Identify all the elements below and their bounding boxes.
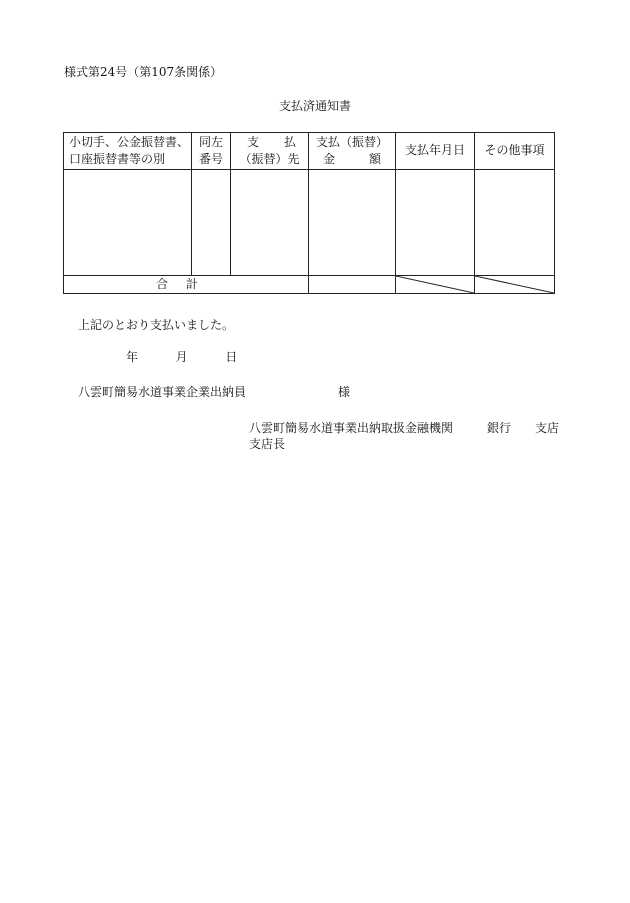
cell-other-matters (475, 170, 555, 276)
header-payee (231, 133, 309, 170)
cell-total-other-void (475, 276, 555, 294)
payment-table (63, 132, 555, 294)
header-number (192, 133, 231, 170)
header-amount-char1: 金 (323, 152, 336, 166)
header-number-line1: 同左 (198, 134, 223, 149)
date-month-label: 月 (175, 350, 188, 364)
cell-instrument-type (64, 170, 192, 276)
branch-manager-label: 支店長 (249, 437, 286, 451)
bank-suffix: 銀行 (487, 421, 512, 435)
header-instrument-type-line2: 口座振替書等の別 (69, 152, 166, 166)
table-total-row (64, 276, 555, 294)
header-instrument-type-line1: 小切手、公金振替書、 (69, 134, 190, 149)
cell-total-amount (309, 276, 396, 294)
bank-line (249, 420, 560, 436)
cell-payment-date (396, 170, 475, 276)
document-title: 支払済通知書 (278, 99, 351, 113)
date-year-label: 年 (126, 350, 139, 364)
header-number-line2: 番号 (198, 152, 223, 166)
date-line (126, 349, 237, 365)
header-payee-char1: 支 (247, 134, 260, 149)
cell-amount (309, 170, 396, 276)
table-body-row (64, 170, 555, 276)
header-other-matters: その他事項 (475, 133, 555, 170)
diagonal-line (396, 276, 474, 293)
date-day-label: 日 (225, 350, 238, 364)
header-payment-date: 支払年月日 (396, 133, 475, 170)
branch-suffix: 支店 (535, 421, 560, 435)
header-payee-char2: 払 (283, 134, 296, 149)
cell-number (192, 170, 231, 276)
form-number: 様式第24号（第107条関係） (64, 65, 223, 79)
header-payee-line2: （振替）先 (239, 152, 300, 166)
addressee-name: 八雲町簡易水道事業企業出納員 (78, 385, 247, 399)
addressee-line (78, 384, 351, 400)
bank-institution-label: 八雲町簡易水道事業出納取扱金融機関 (249, 421, 454, 435)
addressee-honorific: 様 (338, 385, 351, 399)
diagonal-line (475, 276, 554, 293)
closing-statement: 上記のとおり支払いました。 (78, 318, 235, 332)
header-amount (309, 133, 396, 170)
header-amount-char2: 額 (368, 152, 381, 166)
header-amount-line1: 支払（振替） (315, 134, 388, 149)
total-label: 合計 (64, 276, 309, 294)
header-instrument-type (64, 133, 192, 170)
cell-payee (231, 170, 309, 276)
cell-total-date-void (396, 276, 475, 294)
table-header-row (64, 133, 555, 170)
